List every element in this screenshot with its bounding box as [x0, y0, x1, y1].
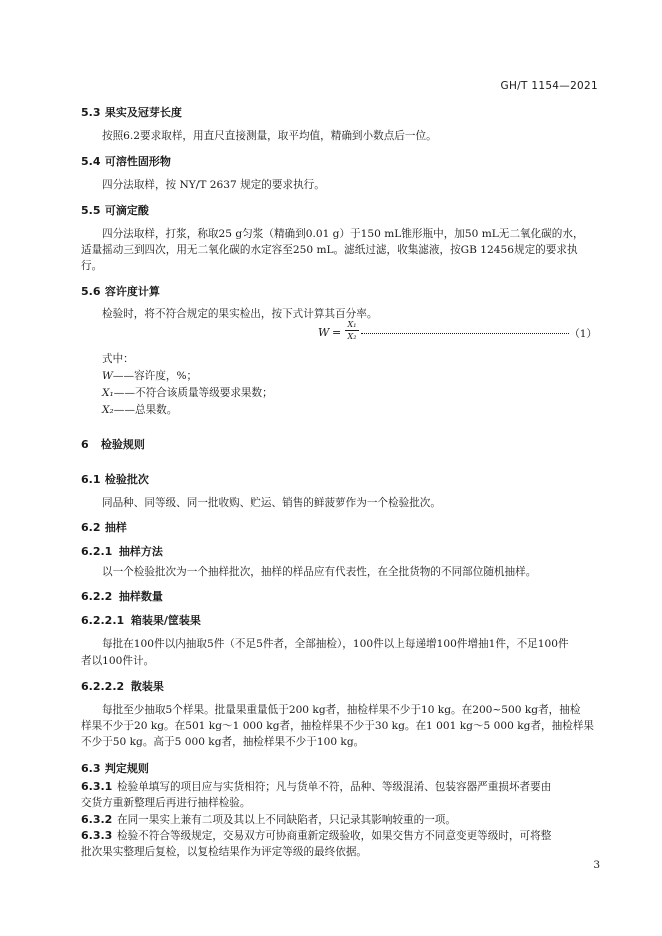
variable-definition: [102, 385, 273, 400]
section-5-3-heading: [81, 104, 182, 120]
section-title: 抽样数量: [118, 590, 163, 603]
section-6-2-heading: [81, 519, 127, 535]
formula: [318, 320, 597, 345]
formula-fraction: [345, 319, 359, 342]
section-number: 6.3: [81, 762, 101, 775]
section-5-5-line: 行。: [81, 260, 103, 272]
formula-equals: =: [332, 326, 342, 339]
section-title: 抽样: [104, 521, 127, 534]
section-title: 检验规则: [100, 438, 145, 451]
section-6-2-2-1-heading: [81, 612, 201, 628]
section-6-2-2-1-line: 者以100件计。: [81, 655, 155, 667]
clause-text: 检验不符合等级规定，交易双方可协商重新定级验收，如果交售方不同意变更等级时，可将整: [117, 830, 552, 842]
section-title: 检验批次: [104, 473, 149, 486]
variable-definition: [102, 368, 197, 383]
section-6-2-1-heading: [81, 543, 163, 559]
section-6-2-2-heading: [81, 588, 163, 604]
variable-description: ——容许度，%；: [112, 370, 198, 382]
section-6-2-2-2-heading: [81, 678, 164, 694]
section-5-5-line: 四分法取样，打浆，称取25 g匀浆（精确到0.01 g）于150 mL锥形瓶中，加50 mL无二氧化碳的水，: [102, 228, 584, 240]
section-5-3-text: 按照6.2要求取样，用直尺直接测量，取平均值，精确到小数点后一位。: [102, 130, 437, 142]
section-number: 6.1: [81, 473, 101, 486]
section-number: 5.5: [81, 204, 101, 217]
variable-description: ——总果数。: [113, 404, 178, 416]
section-number: 6.2.2.2: [81, 680, 125, 693]
clause-number: 6.3.3: [81, 829, 113, 842]
section-6-1-text: 同品种、同等级、同一批收购、贮运、销售的鲜菠萝作为一个检验批次。: [102, 497, 441, 509]
variable-symbol: X₂: [102, 404, 114, 416]
section-6-2-2-1-line: 每批在100件以内抽取5件（不足5件者，全部抽检），100件以上每递增100件增抽1件，不足100件: [102, 638, 569, 650]
section-title: 容许度计算: [104, 285, 160, 298]
section-number: 5.3: [81, 106, 101, 119]
section-6-3-heading: [81, 760, 149, 776]
section-5-4-text: 四分法取样，按 NY/T 2637 规定的要求执行。: [102, 179, 325, 191]
clause-number: 6.3.2: [81, 813, 113, 826]
clause-6-3-3-line: 批次果实整理后复检，以复检结果作为评定等级的最终依据。: [81, 846, 368, 858]
clause-6-3-3: [81, 828, 551, 843]
section-number: 6.2.2.1: [81, 614, 125, 627]
section-6-2-2-2-line: 每批至少抽取5个样果。批量果重量低于200 kg者，抽检样果不少于10 kg。在200~500 kg者，抽检: [102, 704, 581, 716]
clause-6-3-2: [81, 812, 456, 827]
section-title: 箱装果/筐装果: [130, 614, 201, 627]
variable-symbol: W: [102, 370, 113, 382]
section-title: 可滴定酸: [104, 204, 149, 217]
section-6-2-2-2-line: 不少于50 kg。高于5 000 kg者，抽检样果不少于100 kg。: [81, 736, 365, 748]
section-5-6-text: 检验时，将不符合规定的果实检出，按下式计算其百分率。: [102, 308, 378, 320]
clause-6-3-1: [81, 779, 551, 794]
section-title: 果实及冠芽长度: [104, 106, 182, 119]
standard-code: GH/T 1154—2021: [500, 80, 598, 92]
variable-symbol: X₁: [102, 387, 114, 399]
page-number: 3: [593, 859, 600, 871]
clause-text: 检验单填写的项目应与实货相符；凡与货单不符，品种、等级混淆、包装容器严重损坏者要由: [117, 781, 552, 793]
section-title: 散装果: [130, 680, 164, 693]
chapter-6-heading: [81, 436, 145, 452]
where-label: 式中：: [102, 353, 134, 365]
section-5-5-heading: [81, 202, 149, 218]
section-6-2-1-text: 以一个检验批次为一个抽样批次，抽样的样品应有代表性，在全批货物的不同部位随机抽样。: [102, 566, 537, 578]
section-title: 可溶性固形物: [104, 155, 171, 168]
variable-description: ——不符合该质量等级要求果数；: [113, 387, 273, 399]
section-number: 5.6: [81, 285, 101, 298]
section-number: 5.4: [81, 155, 101, 168]
section-title: 判定规则: [104, 762, 149, 775]
clause-text: 在同一果实上兼有二项及其以上不同缺陷者，只记录其影响较重的一项。: [117, 814, 456, 826]
section-5-5-line: 适量摇动三到四次，用无二氧化碳的水定容至250 mL。滤纸过滤，收集滤液，按GB 12456规定的要求执: [81, 244, 578, 256]
section-number: 6.2.1: [81, 545, 113, 558]
section-5-6-heading: [81, 283, 160, 299]
section-6-2-2-2-line: 样果不少于20 kg。在501 kg～1 000 kg者，抽检样果不少于30 kg。在1 001 kg～5 000 kg者，抽检样果: [81, 720, 595, 732]
section-number: 6.2.2: [81, 590, 113, 603]
section-title: 抽样方法: [118, 545, 163, 558]
formula-numerator: X₁: [345, 319, 359, 331]
variable-definition: [102, 402, 177, 417]
section-6-1-heading: [81, 471, 149, 487]
clause-6-3-1-line: 交货方重新整理后再进行抽样检验。: [81, 797, 251, 809]
section-number: 6.2: [81, 521, 101, 534]
formula-lhs: W: [318, 326, 330, 339]
clause-number: 6.3.1: [81, 780, 113, 793]
formula-number: （1）: [569, 328, 597, 340]
formula-leader-dots: [361, 333, 569, 334]
section-number: 6: [81, 438, 89, 451]
formula-denominator: X₂: [347, 332, 357, 341]
section-5-4-heading: [81, 153, 171, 169]
